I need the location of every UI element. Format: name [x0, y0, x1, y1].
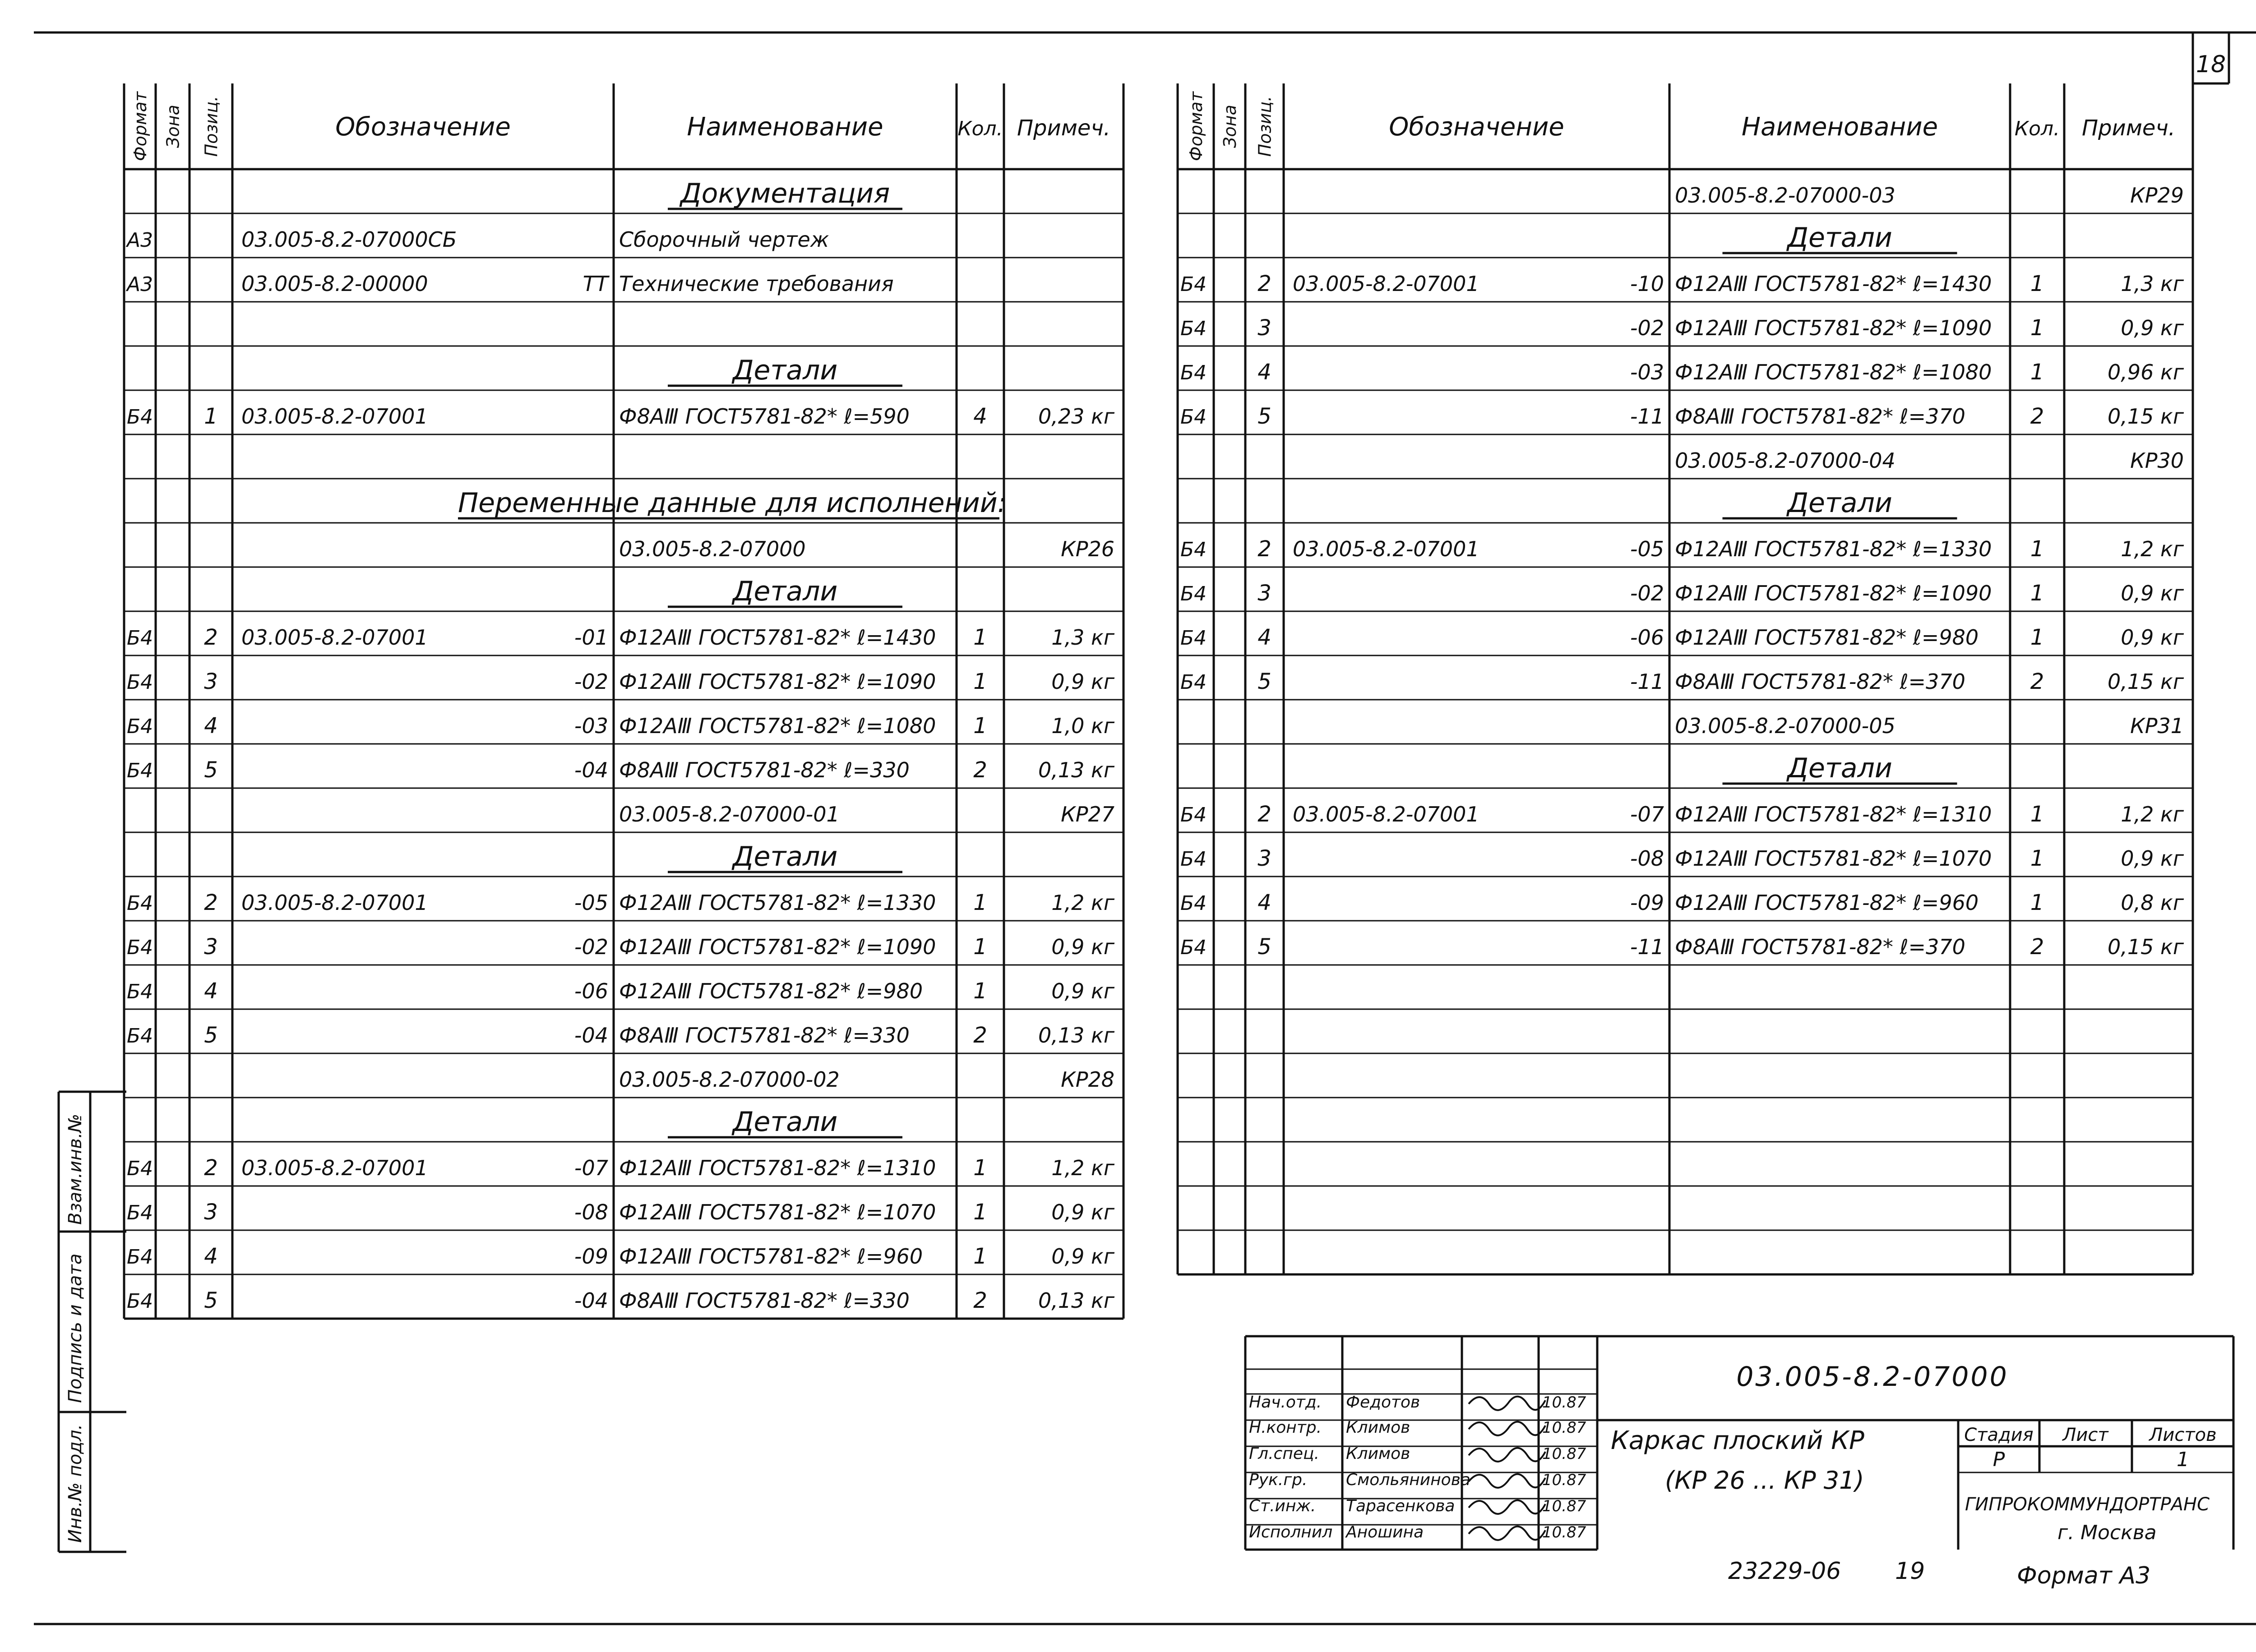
name-cell: Ф12АⅢ ГОСТ5781-82* ℓ=980: [619, 979, 923, 1003]
table-row: [127, 890, 1115, 915]
stamp-organization: ГИПРОКОММУНДОРТРАНС: [1965, 1494, 2210, 1515]
signature-mark: [1469, 1397, 1545, 1410]
table-row: [458, 487, 1007, 519]
variant-designation: 03.005-8.2-07000-01: [619, 802, 840, 826]
left-header-zone: Зона: [163, 105, 183, 148]
format-cell: Б4: [1180, 671, 1207, 694]
note-cell: КР31: [2130, 714, 2184, 738]
format-cell: Б4: [127, 980, 153, 1003]
quantity-cell: 1: [973, 1244, 987, 1269]
table-row: [127, 625, 1115, 650]
quantity-cell: 2: [2030, 669, 2044, 694]
format-cell: Б4: [127, 936, 153, 959]
name-cell: Ф12АⅢ ГОСТ5781-82* ℓ=1080: [619, 714, 936, 738]
stamp-date: 10.87: [1542, 1445, 1586, 1463]
stamp-stage-value: Р: [1992, 1448, 2005, 1471]
name-cell: Ф8АⅢ ГОСТ5781-82* ℓ=370: [1675, 404, 1965, 429]
designation-suffix: -04: [574, 1023, 608, 1047]
designation-suffix: -07: [1630, 802, 1664, 826]
name-cell: Ф12АⅢ ГОСТ5781-82* ℓ=980: [1675, 625, 1979, 650]
table-row: [127, 757, 1115, 783]
position-cell: 5: [204, 757, 218, 783]
name-cell: Ф8АⅢ ГОСТ5781-82* ℓ=330: [619, 1023, 910, 1047]
designation-suffix: -01: [574, 625, 608, 650]
table-row: [668, 355, 902, 386]
designation-suffix: -03: [574, 714, 608, 738]
position-cell: 2: [204, 890, 218, 915]
table-row: [125, 227, 829, 252]
table-row: [125, 272, 894, 296]
quantity-cell: 1: [2030, 802, 2044, 827]
stamp-row: [1249, 1393, 1586, 1412]
designation-suffix: -02: [574, 935, 608, 959]
quantity-cell: 2: [973, 1023, 987, 1048]
note-cell: 0,8 кг: [2121, 891, 2184, 915]
designation-cell: 03.005-8.2-07001: [241, 625, 428, 650]
note-cell: 0,9 кг: [1051, 935, 1114, 959]
name-cell: Ф12АⅢ ГОСТ5781-82* ℓ=1310: [1675, 802, 1992, 826]
format-cell: Б4: [127, 671, 153, 694]
table-row: [1675, 714, 2184, 738]
position-cell: 5: [1257, 669, 1271, 694]
name-cell: Ф8АⅢ ГОСТ5781-82* ℓ=370: [1675, 935, 1965, 959]
table-row: [668, 178, 902, 209]
position-cell: 4: [204, 978, 218, 1004]
section-title: Детали: [732, 1106, 838, 1138]
quantity-cell: 1: [2030, 536, 2044, 562]
side-stamp: [59, 1092, 126, 1552]
designation-cell: 03.005-8.2-07000СБ: [241, 227, 457, 252]
position-cell: 3: [204, 669, 218, 694]
table-row: [1180, 802, 2184, 827]
stamp-role: Исполнил: [1249, 1523, 1333, 1541]
signature-mark: [1469, 1500, 1545, 1514]
right-header-zone: Зона: [1220, 105, 1240, 148]
note-cell: 1,2 кг: [1051, 891, 1114, 915]
position-cell: 2: [1257, 536, 1271, 562]
stamp-date: 10.87: [1542, 1523, 1586, 1541]
note-cell: 1,2 кг: [2121, 802, 2184, 826]
quantity-cell: 1: [2030, 846, 2044, 871]
table-row: [127, 1200, 1115, 1225]
note-cell: 0,13 кг: [1038, 1023, 1114, 1047]
quantity-cell: 4: [973, 404, 987, 429]
stamp-sheet-label: Лист: [2062, 1425, 2108, 1445]
name-cell: Ф12АⅢ ГОСТ5781-82* ℓ=960: [1675, 891, 1979, 915]
variants-title: Переменные данные для исполнений:: [458, 487, 1007, 519]
format-cell: Б4: [1180, 538, 1207, 561]
format-cell: Б4: [1180, 406, 1207, 429]
variant-designation: 03.005-8.2-07000-05: [1675, 714, 1895, 738]
stamp-archive-number: 23229-06: [1728, 1558, 1841, 1585]
designation-suffix: -08: [574, 1200, 608, 1224]
quantity-cell: 1: [973, 625, 987, 650]
left-spec-table: [124, 83, 1123, 1319]
table-row: [127, 1244, 1115, 1269]
stamp-doc-code: 03.005-8.2-07000: [1736, 1361, 2009, 1393]
note-cell: 1,0 кг: [1051, 714, 1114, 738]
position-cell: 3: [1257, 846, 1271, 871]
format-cell: А3: [127, 229, 153, 252]
quantity-cell: 2: [973, 757, 987, 783]
designation-cell: 03.005-8.2-07001: [241, 891, 428, 915]
name-cell: Ф12АⅢ ГОСТ5781-82* ℓ=1070: [619, 1200, 936, 1224]
section-title: Детали: [732, 355, 838, 386]
sheet-number: 18: [2196, 51, 2226, 78]
signature-mark: [1469, 1422, 1545, 1435]
name-cell: Ф12АⅢ ГОСТ5781-82* ℓ=1090: [619, 935, 936, 959]
format-cell: Б4: [127, 759, 153, 782]
quantity-cell: 1: [973, 1200, 987, 1225]
table-row: [127, 934, 1115, 960]
designation-cell: 03.005-8.2-07001: [241, 1156, 428, 1180]
table-row: [1180, 625, 2184, 650]
table-row: [1675, 183, 2184, 208]
table-row: [127, 978, 1115, 1004]
table-row: [668, 841, 902, 872]
designation-cell: 03.005-8.2-07001: [1293, 537, 1479, 561]
stamp-role: Нач.отд.: [1249, 1393, 1322, 1412]
side-inv-orig: Инв.№ подл.: [65, 1424, 86, 1543]
quantity-cell: 1: [2030, 625, 2044, 650]
left-header-name: Наименование: [687, 112, 883, 142]
name-cell: Ф12АⅢ ГОСТ5781-82* ℓ=1090: [1675, 316, 1992, 340]
name-cell: Ф12АⅢ ГОСТ5781-82* ℓ=1070: [1675, 846, 1992, 871]
table-row: [1723, 487, 1957, 519]
stamp-row: [1249, 1418, 1586, 1437]
note-cell: 0,9 кг: [1051, 669, 1114, 694]
note-cell: 0,15 кг: [2108, 404, 2184, 429]
stamp-sheets-value: 1: [2177, 1448, 2189, 1471]
table-row: [1180, 404, 2184, 429]
position-cell: 5: [204, 1023, 218, 1048]
position-cell: 2: [1257, 271, 1271, 296]
stamp-role: Рук.гр.: [1249, 1471, 1308, 1489]
designation-cell: 03.005-8.2-07001: [241, 404, 428, 429]
quantity-cell: 2: [973, 1288, 987, 1313]
designation-suffix: -09: [574, 1244, 608, 1269]
note-cell: 0,13 кг: [1038, 758, 1114, 782]
name-cell: Ф12АⅢ ГОСТ5781-82* ℓ=1090: [619, 669, 936, 694]
stamp-row: [1249, 1444, 1586, 1463]
stamp-row: [1249, 1471, 1586, 1489]
quantity-cell: 2: [2030, 404, 2044, 429]
name-cell: Ф12АⅢ ГОСТ5781-82* ℓ=1330: [1675, 537, 1992, 561]
stamp-role: Ст.инж.: [1249, 1497, 1316, 1515]
format-cell: Б4: [127, 1201, 153, 1224]
stamp-stage-label: Стадия: [1964, 1425, 2034, 1445]
left-header-note: Примеч.: [1017, 115, 1111, 141]
format-cell: Б4: [127, 1157, 153, 1180]
format-cell: Б4: [127, 627, 153, 650]
left-header-designation: Обозначение: [335, 112, 511, 142]
right-header-designation: Обозначение: [1389, 112, 1564, 142]
note-cell: 0,9 кг: [1051, 979, 1114, 1003]
designation-suffix: -11: [1630, 935, 1664, 959]
format-cell: Б4: [1180, 892, 1207, 915]
designation-suffix: -02: [574, 669, 608, 694]
position-cell: 4: [204, 713, 218, 738]
note-cell: 1,3 кг: [1051, 625, 1114, 650]
name-cell: Ф12АⅢ ГОСТ5781-82* ℓ=1330: [619, 891, 936, 915]
stamp-city: г. Москва: [2057, 1521, 2157, 1544]
left-header-qty: Кол.: [957, 117, 1003, 140]
position-cell: 5: [1257, 934, 1271, 960]
designation-suffix: -04: [574, 758, 608, 782]
table-row: [127, 1155, 1115, 1181]
quantity-cell: 1: [2030, 890, 2044, 915]
stamp-format-note: Формат А3: [2017, 1562, 2151, 1589]
note-cell: 0,9 кг: [2121, 846, 2184, 871]
note-cell: КР30: [2130, 448, 2184, 473]
position-cell: 4: [204, 1244, 218, 1269]
table-row: [127, 1288, 1115, 1313]
format-cell: Б4: [127, 406, 153, 429]
designation-cell: 03.005-8.2-00000: [241, 272, 428, 296]
side-sign-date: Подпись и дата: [65, 1253, 86, 1403]
name-cell: Ф8АⅢ ГОСТ5781-82* ℓ=330: [619, 1288, 910, 1313]
signature-mark: [1469, 1527, 1545, 1540]
format-cell: Б4: [127, 715, 153, 738]
note-cell: 0,9 кг: [2121, 581, 2184, 605]
format-cell: Б4: [1180, 936, 1207, 959]
note-cell: КР27: [1061, 802, 1114, 826]
note-cell: 1,3 кг: [2121, 272, 2184, 296]
stamp-date: 10.87: [1542, 1471, 1586, 1489]
name-cell: Сборочный чертеж: [619, 227, 829, 252]
stamp-row: [1249, 1497, 1586, 1515]
table-row: [1723, 752, 1957, 784]
section-title: Детали: [1787, 487, 1892, 519]
quantity-cell: 1: [2030, 581, 2044, 606]
name-cell: Ф12АⅢ ГОСТ5781-82* ℓ=1090: [1675, 581, 1992, 605]
name-cell: Ф12АⅢ ГОСТ5781-82* ℓ=960: [619, 1244, 923, 1269]
left-header-format: Формат: [130, 91, 150, 162]
quantity-cell: 1: [973, 978, 987, 1004]
format-cell: Б4: [1180, 627, 1207, 650]
designation-suffix: -06: [574, 979, 608, 1003]
designation-suffix: -05: [1630, 537, 1664, 561]
table-row: [1180, 669, 2184, 694]
designation-suffix: -02: [1630, 316, 1664, 340]
stamp-name: Федотов: [1346, 1393, 1420, 1412]
format-cell: Б4: [1180, 848, 1207, 871]
designation-suffix: -06: [1630, 625, 1664, 650]
format-cell: Б4: [1180, 361, 1207, 384]
designation-suffix: -07: [574, 1156, 608, 1180]
table-row: [668, 1106, 902, 1138]
variant-designation: 03.005-8.2-07000-03: [1675, 183, 1895, 208]
table-row: [1723, 222, 1957, 254]
name-cell: Ф12АⅢ ГОСТ5781-82* ℓ=1310: [619, 1156, 936, 1180]
stamp-date: 10.87: [1542, 1497, 1586, 1515]
variant-designation: 03.005-8.2-07000: [619, 537, 806, 561]
quantity-cell: 1: [2030, 360, 2044, 385]
designation-suffix: -11: [1630, 404, 1664, 429]
note-cell: 0,15 кг: [2108, 935, 2184, 959]
name-cell: Ф12АⅢ ГОСТ5781-82* ℓ=1430: [1675, 272, 1992, 296]
table-row: [1675, 448, 2184, 473]
right-header-qty: Кол.: [2014, 117, 2060, 140]
note-cell: КР28: [1061, 1067, 1114, 1092]
stamp-name: Аношина: [1346, 1523, 1424, 1541]
table-row: [619, 537, 1114, 561]
table-row: [619, 1067, 1114, 1092]
stamp-name: Смольянинова: [1346, 1471, 1470, 1489]
table-row: [127, 669, 1115, 694]
format-cell: Б4: [127, 1290, 153, 1313]
quantity-cell: 1: [973, 669, 987, 694]
name-cell: Ф8АⅢ ГОСТ5781-82* ℓ=590: [619, 404, 910, 429]
table-row: [1180, 890, 2184, 915]
position-cell: 3: [204, 1200, 218, 1225]
section-title: Детали: [1787, 752, 1892, 784]
position-cell: 5: [204, 1288, 218, 1313]
position-cell: 2: [204, 625, 218, 650]
stamp-archive-page: 19: [1895, 1558, 1925, 1585]
stamp-name: Тарасенкова: [1346, 1497, 1455, 1515]
left-header-pos: Позиц.: [201, 96, 222, 157]
table-row: [1180, 315, 2184, 341]
table-row: [127, 404, 1115, 429]
position-cell: 3: [204, 934, 218, 960]
table-row: [1180, 934, 2184, 960]
note-cell: 0,13 кг: [1038, 1288, 1114, 1313]
format-cell: Б4: [1180, 273, 1207, 296]
section-title: Детали: [732, 576, 838, 607]
variant-designation: 03.005-8.2-07000-04: [1675, 448, 1895, 473]
stamp-name: Климов: [1346, 1444, 1410, 1463]
stamp-name: Климов: [1346, 1418, 1410, 1437]
format-cell: А3: [127, 273, 153, 296]
stamp-role: Н.контр.: [1249, 1418, 1322, 1437]
table-row: [127, 713, 1115, 738]
stamp-signature-rows: [1249, 1393, 1586, 1541]
note-cell: 0,9 кг: [1051, 1200, 1114, 1224]
note-cell: 0,15 кг: [2108, 669, 2184, 694]
note-cell: 0,9 кг: [1051, 1244, 1114, 1269]
section-title: Детали: [732, 841, 838, 872]
position-cell: 3: [1257, 581, 1271, 606]
variant-designation: 03.005-8.2-07000-02: [619, 1067, 840, 1092]
position-cell: 4: [1257, 890, 1271, 915]
note-cell: 0,9 кг: [2121, 625, 2184, 650]
position-cell: 4: [1257, 625, 1271, 650]
name-cell: Ф8АⅢ ГОСТ5781-82* ℓ=330: [619, 758, 910, 782]
stamp-sheets-label: Листов: [2149, 1425, 2217, 1445]
name-cell: Технические требования: [619, 272, 894, 296]
note-cell: 1,2 кг: [2121, 537, 2184, 561]
section-title: Детали: [1787, 222, 1892, 254]
table-row: [1180, 360, 2184, 385]
note-cell: КР26: [1061, 537, 1114, 561]
format-cell: Б4: [127, 1024, 153, 1047]
name-cell: Ф12АⅢ ГОСТ5781-82* ℓ=1080: [1675, 360, 1992, 384]
stamp-title-line1: Каркас плоский КР: [1611, 1426, 1864, 1455]
designation-suffix: -08: [1630, 846, 1664, 871]
designation-cell: 03.005-8.2-07001: [1293, 272, 1479, 296]
position-cell: 2: [204, 1155, 218, 1181]
quantity-cell: 1: [2030, 315, 2044, 341]
table-row: [1180, 846, 2184, 871]
note-cell: 0,96 кг: [2108, 360, 2184, 384]
format-cell: Б4: [1180, 803, 1207, 826]
quantity-cell: 1: [2030, 271, 2044, 296]
position-cell: 5: [1257, 404, 1271, 429]
stamp-role: Гл.спец.: [1249, 1444, 1319, 1463]
right-spec-table: [1178, 83, 2193, 1274]
designation-suffix: -02: [1630, 581, 1664, 605]
stamp-row: [1249, 1523, 1586, 1541]
position-cell: 2: [1257, 802, 1271, 827]
signature-mark: [1469, 1448, 1545, 1462]
designation-suffix: -10: [1630, 272, 1664, 296]
position-cell: 4: [1257, 360, 1271, 385]
table-row: [1180, 581, 2184, 606]
designation-suffix: -03: [1630, 360, 1664, 384]
position-cell: 3: [1257, 315, 1271, 341]
section-title: Документация: [680, 178, 890, 209]
designation-suffix: -05: [574, 891, 608, 915]
right-header-name: Наименование: [1741, 112, 1938, 142]
name-cell: Ф12АⅢ ГОСТ5781-82* ℓ=1430: [619, 625, 936, 650]
stamp-title-line2: (КР 26 ... КР 31): [1665, 1466, 1864, 1495]
designation-suffix: -09: [1630, 891, 1664, 915]
right-header-pos: Позиц.: [1255, 96, 1275, 157]
designation-suffix: -04: [574, 1288, 608, 1313]
table-row: [127, 1023, 1115, 1048]
note-cell: 0,9 кг: [2121, 316, 2184, 340]
quantity-cell: 1: [973, 890, 987, 915]
signature-mark: [1469, 1474, 1545, 1488]
format-cell: Б4: [127, 892, 153, 915]
note-cell: 0,23 кг: [1038, 404, 1114, 429]
table-row: [1180, 536, 2184, 562]
designation-cell: 03.005-8.2-07001: [1293, 802, 1479, 826]
table-row: [668, 576, 902, 607]
stamp-date: 10.87: [1542, 1394, 1586, 1412]
name-cell: Ф8АⅢ ГОСТ5781-82* ℓ=370: [1675, 669, 1965, 694]
designation-suffix: -11: [1630, 669, 1664, 694]
quantity-cell: 1: [973, 1155, 987, 1181]
right-header-note: Примеч.: [2081, 115, 2176, 141]
note-cell: КР29: [2130, 183, 2184, 208]
designation-suffix: ТТ: [582, 272, 608, 296]
position-cell: 1: [204, 404, 218, 429]
quantity-cell: 1: [973, 713, 987, 738]
quantity-cell: 2: [2030, 934, 2044, 960]
side-inv-repl: Взам.инв.№: [65, 1113, 86, 1225]
format-cell: Б4: [1180, 582, 1207, 605]
quantity-cell: 1: [973, 934, 987, 960]
stamp-date: 10.87: [1542, 1419, 1586, 1437]
table-row: [1180, 271, 2184, 296]
table-row: [619, 802, 1114, 826]
format-cell: Б4: [127, 1246, 153, 1269]
format-cell: Б4: [1180, 317, 1207, 340]
note-cell: 1,2 кг: [1051, 1156, 1114, 1180]
right-header-format: Формат: [1186, 91, 1206, 162]
